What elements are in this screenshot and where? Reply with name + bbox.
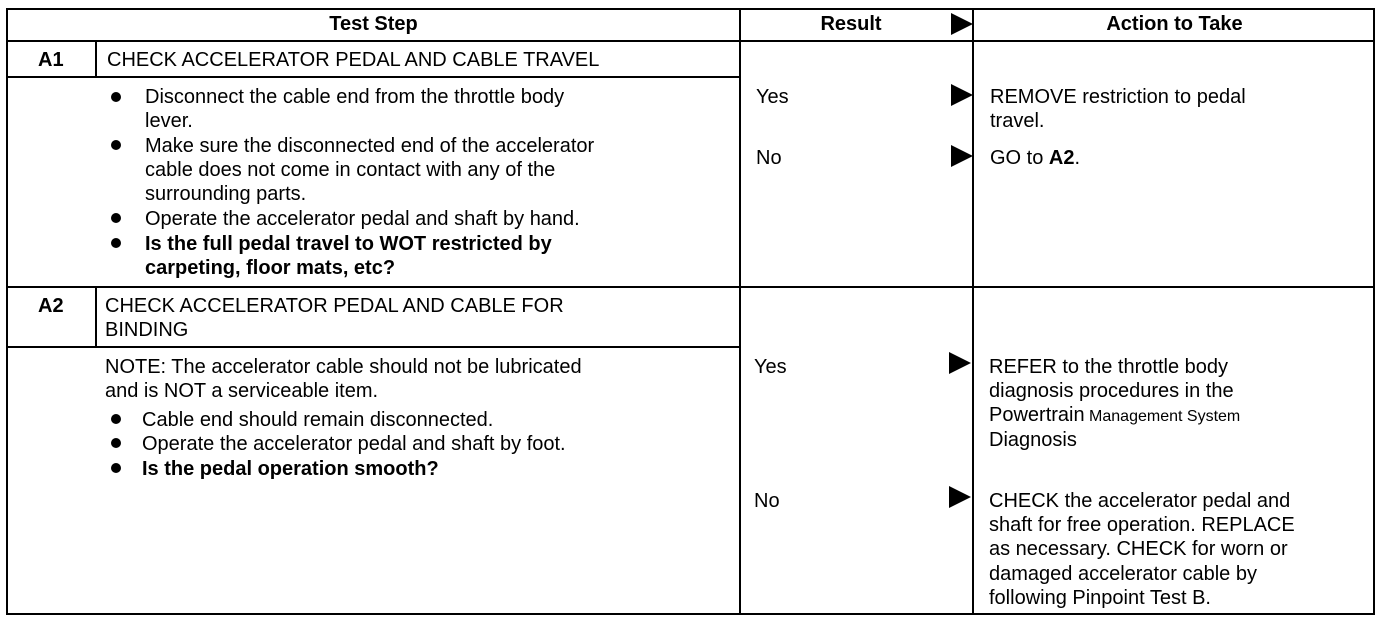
a1-bullet-2-line-1: Make sure the disconnected end of the accelerator [145, 135, 595, 157]
bullet-icon [111, 238, 121, 248]
a1-bullet-4-line-2: carpeting, floor mats, etc? [145, 257, 396, 279]
header-action: Action to Take [1106, 13, 1243, 35]
a2-action-no-line-1: CHECK the accelerator pedal and [989, 490, 1291, 512]
a1-result-no: No [756, 147, 782, 169]
a1-bullet-2-line-3: surrounding parts. [145, 183, 307, 205]
bullet-icon [111, 140, 121, 150]
a1-bullet-4-line-1: Is the full pedal travel to WOT restricted by [145, 233, 552, 255]
step-title-a2-line-1: CHECK ACCELERATOR PEDAL AND CABLE FOR [105, 295, 564, 317]
bullet-icon [111, 414, 121, 424]
divider-step-id-a2 [95, 288, 97, 348]
a1-bullet-1-line-1: Disconnect the cable end from the throttle body [145, 86, 565, 108]
a1-action-no: GO to A2. [990, 147, 1081, 169]
a2-action-no-line-5: following Pinpoint Test B. [989, 587, 1211, 609]
bullet-icon [111, 92, 121, 102]
step-title-a1: CHECK ACCELERATOR PEDAL AND CABLE TRAVEL [107, 49, 600, 71]
a1-action-yes-line-1: REMOVE restriction to pedal [990, 86, 1246, 108]
row-divider [6, 286, 1375, 288]
a1-bullet-3-line-1: Operate the accelerator pedal and shaft by hand. [145, 208, 580, 230]
header-divider [6, 40, 1375, 42]
step-title-a2-line-2: BINDING [105, 319, 189, 341]
header-test-step: Test Step [329, 13, 418, 35]
a2-bullet-2-line-1: Operate the accelerator pedal and shaft by foot. [142, 433, 566, 455]
header-result: Result [820, 13, 882, 35]
a2-action-no-line-2: shaft for free operation. REPLACE [989, 514, 1295, 536]
a2-action-no-line-4: damaged accelerator cable by [989, 563, 1257, 585]
a2-note-line-1: NOTE: The accelerator cable should not be lubricated [105, 356, 582, 378]
step-id-a2: A2 [38, 295, 64, 317]
a2-no-arrow-icon [949, 486, 971, 508]
a2-action-no-line-3: as necessary. CHECK for worn or [989, 538, 1288, 560]
a2-bullet-3-line-1: Is the pedal operation smooth? [142, 458, 439, 480]
a1-bullet-1-line-2: lever. [145, 110, 193, 132]
divider-step-id-a1 [95, 42, 97, 78]
a2-bullet-1-line-1: Cable end should remain disconnected. [142, 409, 494, 431]
bullet-icon [111, 213, 121, 223]
a2-title-divider [6, 346, 741, 348]
a1-title-divider [6, 76, 741, 78]
a1-yes-arrow-icon [951, 84, 973, 106]
divider-test-step-result [739, 8, 741, 615]
a2-note-line-2: and is NOT a serviceable item. [105, 380, 379, 402]
bullet-icon [111, 463, 121, 473]
a1-action-no-target: A2 [1048, 147, 1075, 169]
a2-action-yes-line-4: Diagnosis [989, 429, 1077, 451]
a2-result-no: No [754, 490, 780, 512]
a2-result-yes: Yes [754, 356, 787, 378]
a1-bullet-2-line-2: cable does not come in contact with any of the [145, 159, 556, 181]
a2-action-yes-line-1: REFER to the throttle body [989, 356, 1229, 378]
a1-result-yes: Yes [756, 86, 789, 108]
a2-action-yes-line-3: Powertrain Management System [989, 404, 1241, 426]
bullet-icon [111, 438, 121, 448]
a1-no-arrow-icon [951, 145, 973, 167]
a1-action-yes-line-2: travel. [990, 110, 1045, 132]
a2-action-yes-line-2: diagnosis procedures in the [989, 380, 1234, 402]
a2-yes-arrow-icon [949, 352, 971, 374]
header-arrow-icon [951, 13, 973, 35]
step-id-a1: A1 [38, 49, 64, 71]
